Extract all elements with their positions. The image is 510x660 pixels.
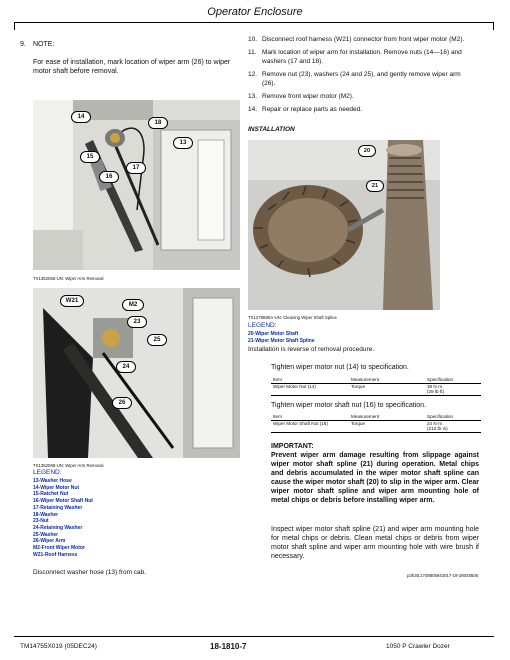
spec-2-measurement: Torque [349,420,425,432]
step-text: Remove front wiper motor (M2). [262,93,354,101]
legend-1-item: 24-Retaining Washer [33,524,83,531]
legend-2-title: LEGEND: [248,322,277,329]
photo-2-caption: TX1352068-UN: Wiper Arm Removal [33,463,104,468]
legend-1-item: 23-Nut [33,518,49,525]
spec-2-value-imperial: (212 lb·in) [427,426,448,432]
callout-18: 18 [148,117,168,129]
callout-24: 24 [116,361,136,373]
spec-1-intro: Tighten wiper motor nut (14) to specification. [271,364,409,371]
spec-2-header-item: Item [271,414,349,420]
spec-2-header-measurement: Measurement [349,414,425,420]
legend-1-item: 15-Ratchet Nut [33,491,69,498]
legend-2-item: 21-Wiper Motor Shaft Spline [248,337,315,344]
reference-code: p3h3tt,1708805943017-19-28048506 [407,573,478,578]
step-9-note-label: NOTE: [33,41,55,48]
header-rule-left-tick [14,22,15,30]
spec-1-measurement: Torque [349,383,425,395]
callout-16: 16 [99,171,119,183]
step-number: 13. [248,93,258,101]
legend-2-after-text: Installation is reverse of removal procedure. [248,346,375,353]
step-14 [248,106,473,114]
spec-2-intro: Tighten wiper motor shaft nut (16) to specification. [271,402,426,409]
spec-1-item: Wiper Motor Nut (14) [271,383,349,395]
spec-1-header-item: Item [271,377,349,383]
callout-13: 13 [173,137,193,149]
step-text: Disconnect roof harness (W21) connector from front wiper motor (M2). [262,36,465,43]
inspect-text: Inspect wiper motor shaft spline (21) and wiper arm mounting hole for metal chips or debris. Clean metal chips or debris from wiper motor shaft spline and wiper arm mounting hole with wire brush if necessary. [271,526,479,560]
callout-w21: W21 [60,295,84,307]
legend-1-list [33,478,93,558]
footer-rule [14,636,494,637]
header-rule [14,22,494,23]
important-label: IMPORTANT: [271,443,314,450]
spec-1-value-metric: 38 N·m [427,383,443,389]
callout-17: 17 [126,162,146,174]
legend-1-item: 25-Washer [33,531,59,538]
legend-1-item: M2-Front Wiper Motor [33,545,85,552]
step-number: 10. [248,36,258,43]
step-9-number: 9. [20,41,26,48]
callout-m2: M2 [122,299,144,311]
legend-1-item: 16-Wiper Motor Shaft Nut [33,498,93,505]
photo-3-caption: TX1278690A-UN: Cleaning Wiper Shaft Spline [248,315,337,320]
legend-1-item: 26-Wiper Arm [33,538,66,545]
step-number: 12. [248,71,258,79]
callout-26: 26 [112,397,132,409]
wiper-arm-photo-1-illustration [33,100,240,270]
legend-1-item: 13-Washer Hose [33,478,72,484]
legend-1-item: W21-Roof Harness [33,551,78,558]
header-rule-right-tick [493,22,494,30]
legend-2-item: 20-Wiper Motor Shaft [248,331,299,337]
spec-2-table [271,414,481,433]
footer-page-number: 18-1810-7 [210,642,247,651]
wiper-arm-photo-2-illustration [33,288,240,458]
legend-1-item: 14-Wiper Motor Nut [33,484,80,491]
step-13 [248,93,473,101]
spec-1-value-imperial: (28 lb·ft) [427,389,445,395]
spec-1-table [271,377,481,396]
right-steps-list [248,36,473,120]
spec-2-row [271,420,481,432]
step-text: Repair or replace parts as needed. [262,106,363,114]
step-text: Remove nut (23), washers (24 and 25), and gently remove wiper arm (26). [262,71,461,87]
spec-2-header-specification: Specification [425,414,481,420]
footer-doc-id: TM14755X019 (05DEC24) [20,643,97,650]
shaft-spline-illustration [248,140,440,310]
spec-2-item: Wiper Motor Shaft Nut (16) [271,420,349,432]
callout-20: 20 [358,145,376,157]
step-number: 14. [248,106,258,114]
wiper-arm-removal-photo-1 [33,100,240,270]
callout-14: 14 [71,111,91,123]
photo-1-caption: TX1352065-UN: Wiper Arm Removal [33,276,104,281]
step-number: 11. [248,49,257,57]
legend-1-item: 18-Washer [33,511,59,518]
spec-1-value [425,383,481,395]
callout-15: 15 [80,151,100,163]
spec-2-value-metric: 24 N·m [427,420,443,426]
page-header-title: Operator Enclosure [207,6,303,18]
step-11 [248,49,473,66]
spec-1-header-measurement: Measurement [349,377,425,383]
callout-23: 23 [127,316,147,328]
legend-1-title: LEGEND: [33,469,62,476]
legend-1-after-text: Disconnect washer hose (13) from cab. [33,569,147,576]
installation-heading: INSTALLATION [248,126,295,133]
important-text: Prevent wiper arm damage resulting from slippage against wiper motor shaft spline (21) during operation. Metal chips and debris accumulated in the wiper motor shaft spline can cause the wiper motor shaft (20) to slip in the wiper arm. Clear wiper motor shaft spline and wiper arm mounting hole of metal chips or debris before installing wiper arm. [271,452,479,504]
step-10 [248,36,473,44]
spec-1-row [271,383,481,395]
spec-1-header-specification: Specification [425,377,481,383]
legend-2-list [248,331,315,344]
callout-25: 25 [147,334,167,346]
step-9-note-text: For ease of installation, mark location of wiper arm (26) to wiper motor shaft before removal. [33,59,231,75]
step-12 [248,71,473,88]
legend-1-item: 17-Retaining Washer [33,504,83,511]
wiper-arm-removal-photo-2 [33,288,240,458]
callout-21: 21 [366,180,384,192]
spec-2-value [425,420,481,432]
cleaning-wiper-shaft-photo [248,140,440,310]
footer-product: 1050 P Crawler Dozer [386,643,450,650]
step-text: Mark location of wiper arm for installation. Remove nuts (14—16) and washers (17 and 18). [262,49,462,65]
